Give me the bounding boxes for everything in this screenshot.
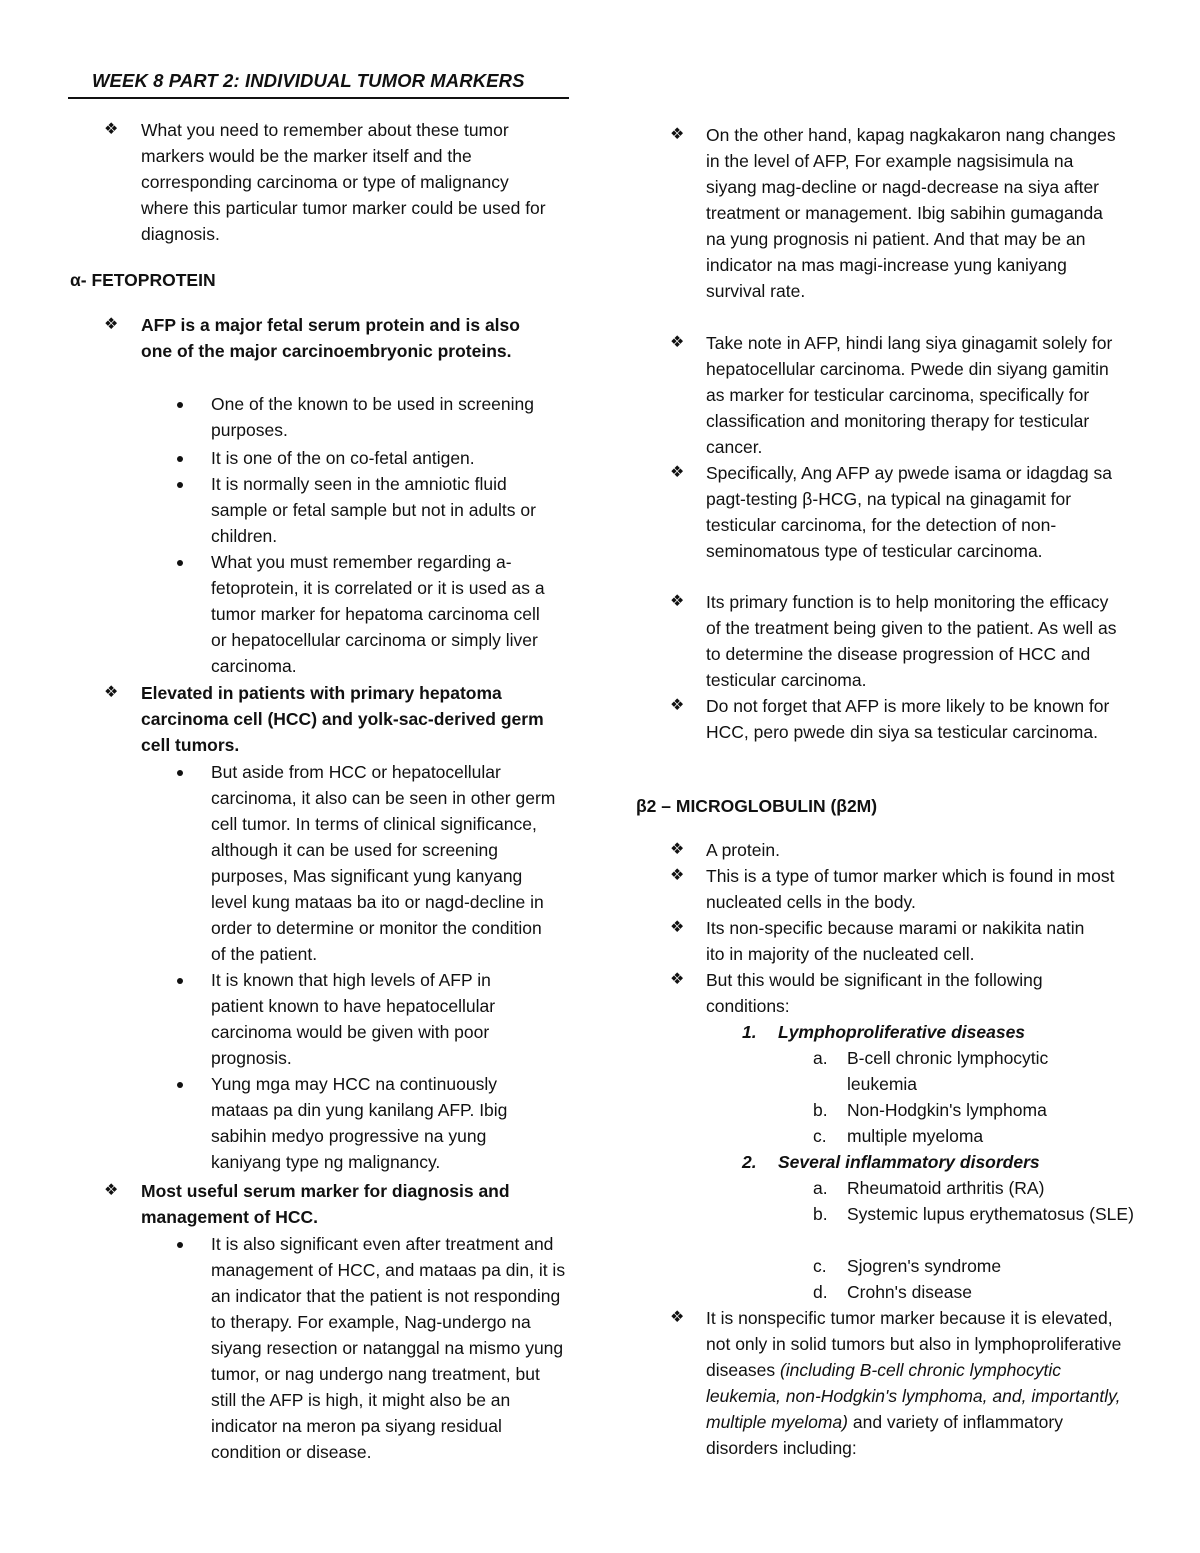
group-1-label: Lymphoproliferative diseases — [778, 1022, 1026, 1042]
last-bullet-text-b: (including B-cell chronic lymphocytic leukemia, non-Hodgkin's lymphoma, and, importantly, multiple myeloma) — [706, 1360, 1121, 1432]
group-2-item-a: Rheumatoid arthritis (RA) — [847, 1178, 1045, 1198]
diamond-bullet-icon: ❖ — [104, 316, 119, 333]
dot-bullet-icon — [177, 560, 183, 566]
afp-point-3-sub: It is also significant even after treatment and management of HCC, and mataas pa din, it is an indicator that the patient is not responding to therapy. For example, Nag-undergo na siyang resection or natanggal na mismo yung tumor, or nag undergo nang treatment, but still the AFP is high, it might also be an indicator na meron pa siyang residual condition or disease. — [211, 1234, 566, 1462]
diamond-bullet-icon: ❖ — [670, 593, 685, 610]
group-2-label: Several inflammatory disorders — [778, 1152, 1040, 1172]
afp-point-1-sub-3: It is normally seen in the amniotic fluid sample or fetal sample but not in adults or children. — [211, 474, 536, 546]
group-1-item-a: B-cell chronic lymphocytic leukemia — [847, 1048, 1049, 1094]
dot-bullet-icon — [177, 1082, 183, 1088]
afp-point-2-sub-3: Yung mga may HCC na continuously mataas pa din yung kanilang AFP. Ibig sabihin medyo progressive na yung kaniyang type ng malignancy. — [211, 1074, 508, 1172]
diamond-bullet-icon: ❖ — [670, 126, 685, 143]
afp-point-2-sub-2: It is known that high levels of AFP in patient known to have hepatocellular carcinoma would be given with poor prognosis. — [211, 970, 496, 1068]
group-1-number: 1. — [742, 1022, 757, 1042]
dot-bullet-icon — [177, 1242, 183, 1248]
b2m-bullet-4: But this would be significant in the following conditions: — [706, 970, 1043, 1016]
title-underline — [68, 97, 569, 99]
group-1-item-a-letter: a. — [813, 1048, 828, 1068]
diamond-bullet-icon: ❖ — [670, 971, 685, 988]
diamond-bullet-icon: ❖ — [670, 697, 685, 714]
group-2-item-c: Sjogren's syndrome — [847, 1256, 1002, 1276]
dot-bullet-icon — [177, 770, 183, 776]
diamond-bullet-icon: ❖ — [104, 1182, 119, 1199]
afp-right-bullet-5: Do not forget that AFP is more likely to be known for HCC, pero pwede din siya sa testicular carcinoma. — [706, 696, 1110, 742]
intro-text: What you need to remember about these tumor markers would be the marker itself and the corresponding carcinoma or type of malignancy where this particular tumor marker could be used for diagnosis. — [141, 120, 546, 244]
dot-bullet-icon — [177, 482, 183, 488]
afp-heading: α- FETOPROTEIN — [70, 270, 216, 290]
b2m-bullet-3: Its non-specific because marami or nakikita natin ito in majority of the nucleated cell. — [706, 918, 1085, 964]
group-2-item-d: Crohn's disease — [847, 1282, 972, 1302]
diamond-bullet-icon: ❖ — [104, 121, 119, 138]
group-1-item-c-letter: c. — [813, 1126, 827, 1146]
afp-right-bullet-2: Take note in AFP, hindi lang siya ginagamit solely for hepatocellular carcinoma. Pwede din siyang gamitin as marker for testicular carcinoma, specifically for classification and monitoring therapy for testicular cancer. — [706, 333, 1113, 457]
afp-point-2-sub-1: But aside from HCC or hepatocellular carcinoma, it also can be seen in other germ cell tumor. In terms of clinical significance, although it can be used for screening purposes, Mas significant yung kanyang level kung mataas ba ito or nagd-decline in order to determine or monitor the condition of the patient. — [211, 762, 556, 964]
page-title: WEEK 8 PART 2: INDIVIDUAL TUMOR MARKERS — [92, 70, 525, 91]
dot-bullet-icon — [177, 978, 183, 984]
diamond-bullet-icon: ❖ — [670, 334, 685, 351]
diamond-bullet-icon: ❖ — [670, 867, 685, 884]
last-bullet-text-a: It is nonspecific tumor marker because it is elevated, not only in solid tumors but also in lymphoproliferative diseases — [706, 1308, 1122, 1380]
group-2-item-c-letter: c. — [813, 1256, 827, 1276]
diamond-bullet-icon: ❖ — [104, 684, 119, 701]
b2m-last-bullet — [706, 1305, 1126, 1461]
dot-bullet-icon — [177, 402, 183, 408]
group-1-item-b-letter: b. — [813, 1100, 828, 1120]
b2m-bullet-1: A protein. — [706, 840, 780, 860]
group-2-item-d-letter: d. — [813, 1282, 828, 1302]
b2m-heading: β2 – MICROGLOBULIN (β2M) — [636, 796, 878, 816]
diamond-bullet-icon: ❖ — [670, 1309, 685, 1326]
afp-point-1-sub-1: One of the known to be used in screening purposes. — [211, 394, 534, 440]
diamond-bullet-icon: ❖ — [670, 464, 685, 481]
group-2-number: 2. — [742, 1152, 757, 1172]
group-1-item-c: multiple myeloma — [847, 1126, 984, 1146]
group-2-item-a-letter: a. — [813, 1178, 828, 1198]
last-bullet-text-c: and variety of inflammatory disorders including: — [706, 1412, 1063, 1458]
afp-right-bullet-4: Its primary function is to help monitoring the efficacy of the treatment being given to the patient. As well as to determine the disease progression of HCC and testicular carcinoma. — [706, 592, 1117, 690]
afp-right-bullet-1: On the other hand, kapag nagkakaron nang changes in the level of AFP, For example nagsisimula na siyang mag-decline or nagd-decrease na siya after treatment or management. Ibig sabihin gumaganda na yung prognosis ni patient. And that may be an indicator na mas magi-increase yung kaniyang survival rate. — [706, 125, 1116, 301]
diamond-bullet-icon: ❖ — [670, 841, 685, 858]
diamond-bullet-icon: ❖ — [670, 919, 685, 936]
afp-point-1-sub-4: What you must remember regarding a-fetoprotein, it is correlated or it is used as a tumor marker for hepatoma carcinoma cell or hepatocellular carcinoma or simply liver carcinoma. — [211, 552, 545, 676]
b2m-bullet-2: This is a type of tumor marker which is found in most nucleated cells in the body. — [706, 866, 1115, 912]
group-2-item-b: Systemic lupus erythematosus (SLE) — [847, 1204, 1134, 1224]
afp-point-1-sub-2: It is one of the on co-fetal antigen. — [211, 448, 475, 468]
afp-point-1: AFP is a major fetal serum protein and is also one of the major carcinoembryonic proteins. — [141, 315, 520, 361]
afp-point-3: Most useful serum marker for diagnosis and management of HCC. — [141, 1181, 510, 1227]
afp-right-bullet-3: Specifically, Ang AFP ay pwede isama or idagdag sa pagt-testing β-HCG, na typical na ginagamit for testicular carcinoma, for the detection of non-seminomatous type of testicular carcinoma. — [706, 463, 1112, 561]
group-1-item-b: Non-Hodgkin's lymphoma — [847, 1100, 1047, 1120]
afp-point-2: Elevated in patients with primary hepatoma carcinoma cell (HCC) and yolk-sac-derived germ cell tumors. — [141, 683, 544, 755]
dot-bullet-icon — [177, 456, 183, 462]
group-2-item-b-letter: b. — [813, 1204, 828, 1224]
